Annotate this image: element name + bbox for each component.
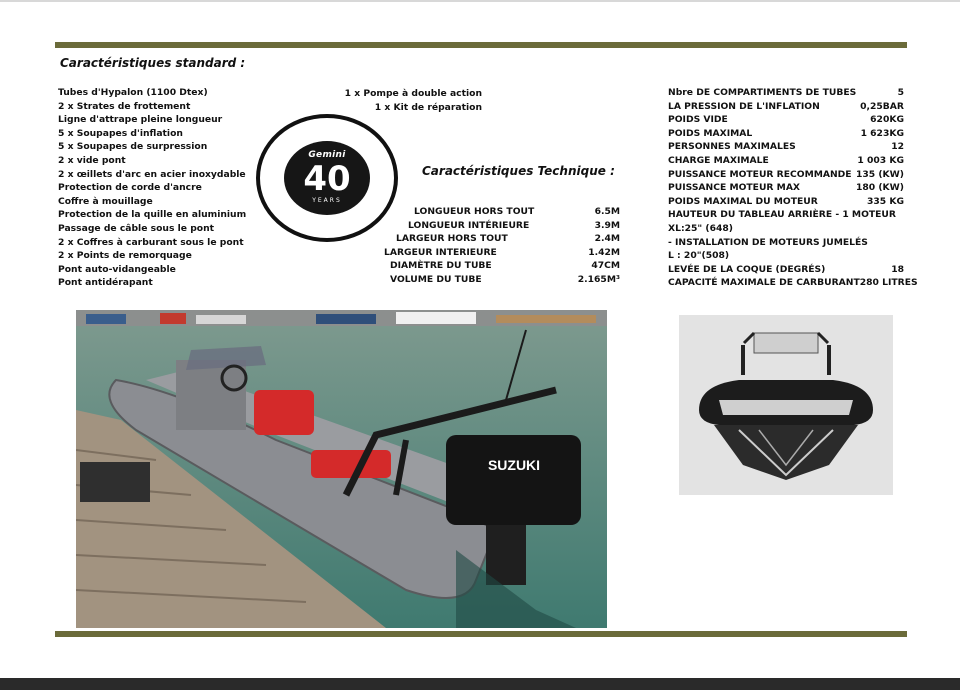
top-edge-line — [0, 0, 960, 2]
spec-value: 180 (KW) — [855, 182, 904, 194]
spec-row — [668, 222, 904, 236]
list-item: 5 x Soupapes de surpression — [58, 141, 208, 153]
spec-row — [668, 263, 904, 277]
bottom-divider — [55, 631, 907, 637]
boat-rear-render — [679, 315, 893, 495]
list-item: Coffre à mouillage — [58, 195, 153, 207]
extra-equipment — [342, 87, 482, 115]
spec-label: Nbre DE COMPARTIMENTS DE TUBES — [668, 87, 857, 98]
spec-label: PUISSANCE MOTEUR MAX — [668, 182, 801, 194]
logo-brand: Gemini — [308, 150, 346, 160]
spec-label: LONGUEUR INTÉRIEURE — [408, 219, 530, 231]
spec-value: 280 LITRES — [859, 277, 918, 289]
spec-label: - INSTALLATION DE MOTEURS JUMELÉS — [668, 236, 868, 248]
spec-row — [384, 273, 620, 287]
spec-row — [668, 140, 904, 154]
standard-features-heading: Caractéristiques standard : — [60, 56, 246, 70]
spec-row — [668, 127, 904, 141]
spec-value: 12 — [891, 141, 904, 153]
spec-value: 135 (KW) — [855, 168, 904, 180]
spec-label: LARGEUR INTERIEURE — [384, 246, 497, 258]
engine-brand-label: SUZUKI — [487, 457, 541, 473]
spec-value: 6.5M — [594, 206, 620, 217]
spec-label: LONGUEUR HORS TOUT — [414, 206, 535, 217]
spec-row — [668, 276, 918, 290]
logo-badge — [284, 141, 370, 215]
spec-label: DIAMÈTRE DU TUBE — [390, 260, 492, 272]
spec-row — [384, 219, 620, 233]
spec-value: 47CM — [591, 260, 620, 272]
list-item: 2 x Strates de frottement — [58, 100, 191, 112]
list-item: 2 x œillets d'arc en acier inoxydable — [58, 168, 246, 180]
detailed-specs-list — [668, 86, 918, 290]
list-item: Protection de corde d'ancre — [58, 182, 202, 194]
spec-value: 2.165M³ — [577, 273, 620, 285]
gemini-40-years-logo — [256, 114, 398, 242]
spec-row — [384, 232, 620, 246]
spec-row — [668, 195, 904, 209]
spec-label: POIDS MAXIMAL DU MOTEUR — [668, 195, 818, 207]
spec-row — [668, 181, 904, 195]
spec-label: VOLUME DU TUBE — [390, 273, 482, 285]
spec-value: 2.4M — [594, 233, 620, 245]
list-item: Passage de câble sous le pont — [58, 222, 215, 234]
list-item: Pont antidérapant — [58, 277, 153, 289]
spec-value: 18 — [891, 263, 904, 275]
spec-row — [668, 208, 904, 222]
spec-label: POIDS MAXIMAL — [668, 127, 753, 139]
spec-row — [668, 154, 904, 168]
spec-label: L : 20"(508) — [668, 250, 730, 262]
spec-label: XL:25" (648) — [668, 222, 733, 234]
spec-row — [384, 259, 620, 273]
spec-label: HAUTEUR DU TABLEAU ARRIÈRE - 1 MOTEUR — [668, 209, 896, 221]
spec-value: 0,25BAR — [860, 100, 904, 112]
spec-label: LARGEUR HORS TOUT — [396, 233, 508, 245]
spec-row — [384, 205, 620, 219]
technical-specs-table — [384, 205, 620, 287]
spec-value: 1 003 KG — [857, 154, 904, 166]
spec-row — [384, 246, 620, 260]
spec-label: POIDS VIDE — [668, 114, 728, 126]
spec-value: 335 KG — [866, 195, 904, 207]
spec-value: 1.42M — [588, 246, 620, 258]
spec-label: CAPACITÉ MAXIMALE DE CARBURANT — [668, 277, 860, 289]
spec-row — [668, 86, 904, 100]
spec-label: PERSONNES MAXIMALES — [668, 141, 796, 153]
repair-kit-item: 1 x Kit de réparation — [374, 102, 482, 113]
list-item: Pont auto-vidangeable — [58, 263, 176, 275]
list-item: Ligne d'attrape pleine longueur — [58, 114, 223, 126]
list-item: Tubes d'Hypalon (1100 Dtex) — [58, 87, 208, 98]
list-item: 5 x Soupapes d'inflation — [58, 127, 183, 139]
spec-value: 5 — [897, 87, 904, 98]
spec-row — [668, 168, 904, 182]
logo-number: 40 — [303, 159, 351, 199]
spec-row — [668, 249, 904, 263]
boat-photo — [76, 310, 607, 628]
list-item: 2 x vide pont — [58, 154, 126, 166]
logo-years: YEARS — [312, 197, 342, 204]
spec-row — [668, 100, 904, 114]
list-item: Protection de la quille en aluminium — [58, 209, 247, 221]
list-item: 2 x Points de remorquage — [58, 250, 192, 262]
footer-bar — [0, 678, 960, 690]
spec-label: LEVÉE DE LA COQUE (DEGRÉS) — [668, 263, 826, 275]
spec-value: 1 623KG — [860, 127, 904, 139]
spec-label: CHARGE MAXIMALE — [668, 154, 769, 166]
spec-value: 620KG — [870, 114, 904, 126]
list-item: 2 x Coffres à carburant sous le pont — [58, 236, 244, 248]
top-divider — [55, 42, 907, 48]
spec-row — [668, 236, 904, 250]
spec-label: LA PRESSION DE L'INFLATION — [668, 100, 820, 112]
spec-label: PUISSANCE MOTEUR RECOMMANDE — [668, 168, 852, 180]
spec-row — [668, 113, 904, 127]
spec-value: 3.9M — [594, 219, 620, 231]
pump-item: 1 x Pompe à double action — [344, 88, 482, 99]
technical-specs-heading: Caractéristiques Technique : — [422, 164, 615, 178]
standard-features-list — [58, 86, 246, 290]
